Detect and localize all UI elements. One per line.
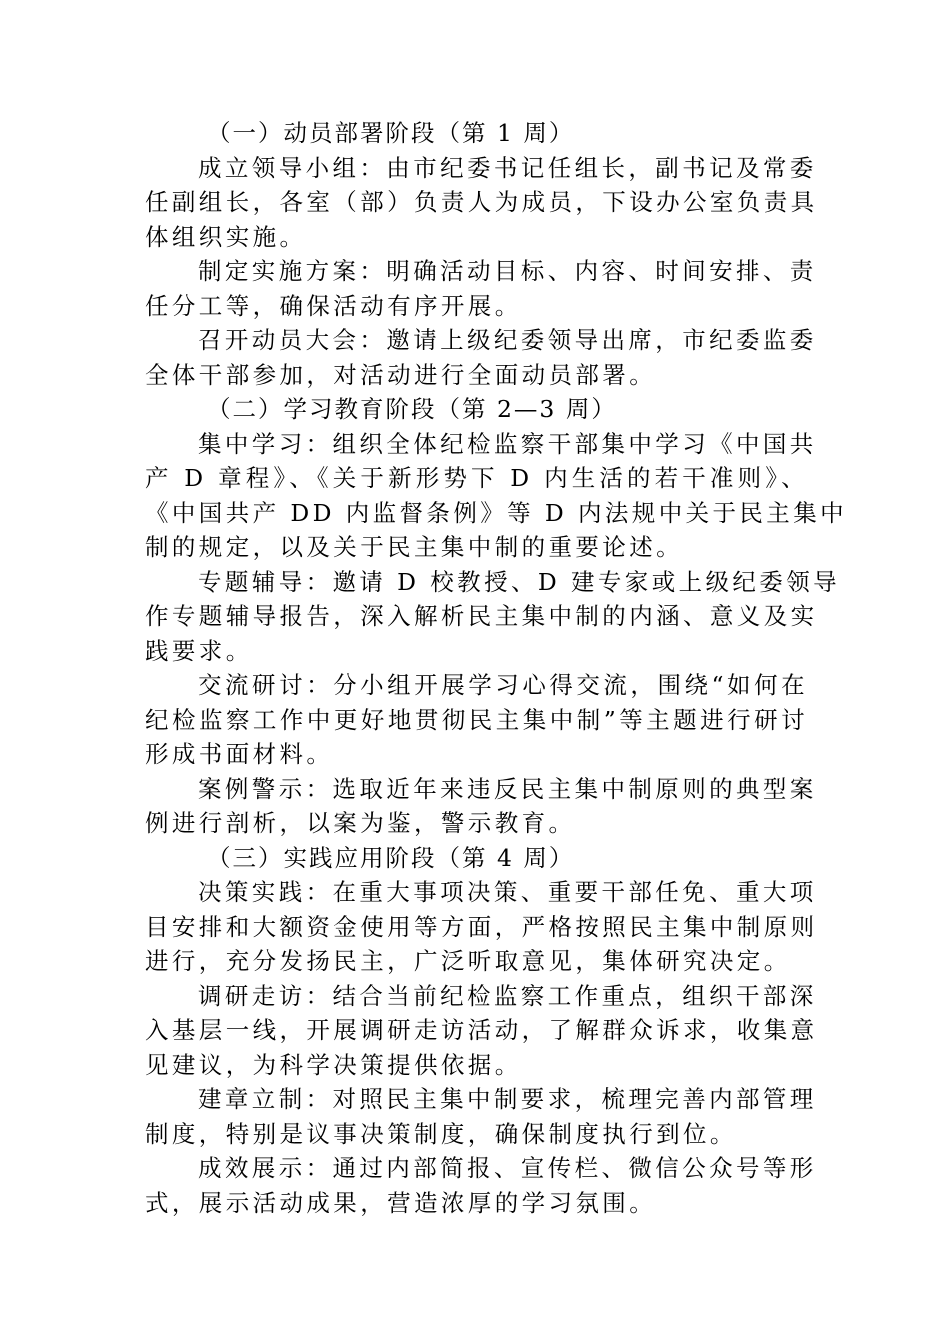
paragraph-line: 任分工等，确保活动有序开展。: [145, 291, 522, 320]
paragraph-line: 任副组长，各室（部）负责人为成员，下设办公室负责具: [145, 188, 818, 216]
paragraph-line: 制的规定，以及关于民主集中制的重要论述。: [145, 533, 683, 561]
paragraph-line: 式，展示活动成果，营造浓厚的学习氛围。: [145, 1188, 657, 1217]
section-heading-3: （三）实践应用阶段（第 4 周）: [207, 843, 575, 872]
section-heading-1: （一）动员部署阶段（第 1 周）: [207, 119, 575, 147]
paragraph-line: 案例警示：选取近年来违反民主集中制原则的典型案: [198, 774, 817, 803]
paragraph-line: 召开动员大会：邀请上级纪委领导出席，市纪委监委: [198, 326, 817, 354]
paragraph-line: 例进行剖析，以案为鉴，警示教育。: [145, 809, 576, 837]
paragraph-line: 作专题辅导报告，深入解析民主集中制的内涵、意义及实: [145, 602, 818, 630]
paragraph-line: 制定实施方案：明确活动目标、内容、时间安排、责: [198, 257, 817, 285]
document-body: [145, 116, 848, 1220]
paragraph-line: 成立领导小组：由市纪委书记任组长，副书记及常委: [198, 153, 817, 182]
paragraph-line: 决策实践：在重大事项决策、重要干部任免、重大项: [198, 878, 817, 906]
paragraph-line: 践要求。: [145, 636, 253, 665]
paragraph-line: 体组织实施。: [145, 222, 307, 251]
paragraph-line: 调研走访：结合当前纪检监察工作重点，组织干部深: [198, 981, 817, 1010]
paragraph-line: 形成书面材料。: [145, 740, 334, 768]
paragraph-line: 纪检监察工作中更好地贯彻民主集中制”等主题进行研讨: [145, 705, 808, 734]
paragraph-line: 专题辅导：邀请 D 校教授、D 建专家或上级纪委领导: [198, 567, 840, 596]
paragraph-line: 全体干部参加，对活动进行全面动员部署。: [145, 360, 657, 389]
section-heading-2: （二）学习教育阶段（第 2—3 周）: [207, 395, 617, 423]
paragraph-line: 成效展示：通过内部简报、宣传栏、微信公众号等形: [198, 1154, 817, 1182]
paragraph-line: 入基层一线，开展调研走访活动，了解群众诉求，收集意: [145, 1016, 818, 1044]
paragraph-line: 集中学习：组织全体纪检监察干部集中学习《中国共: [198, 429, 817, 458]
paragraph-line: 《中国共产 DD 内监督条例》等 D 内法规中关于民主集中: [145, 498, 848, 527]
paragraph-line: 进行，充分发扬民主，广泛听取意见，集体研究决定。: [145, 947, 791, 975]
paragraph-line: 建章立制：对照民主集中制要求，梳理完善内部管理: [198, 1085, 817, 1113]
paragraph-line: 目安排和大额资金使用等方面，严格按照民主集中制原则: [145, 912, 818, 941]
paragraph-line: 制度，特别是议事决策制度，确保制度执行到位。: [145, 1119, 737, 1148]
paragraph-line: 见建议，为科学决策提供依据。: [145, 1050, 522, 1079]
paragraph-line: 产 D 章程》、《关于新形势下 D 内生活的若干准则》、: [145, 464, 808, 492]
paragraph-line: 交流研讨：分小组开展学习心得交流，围绕“如何在: [198, 671, 808, 699]
